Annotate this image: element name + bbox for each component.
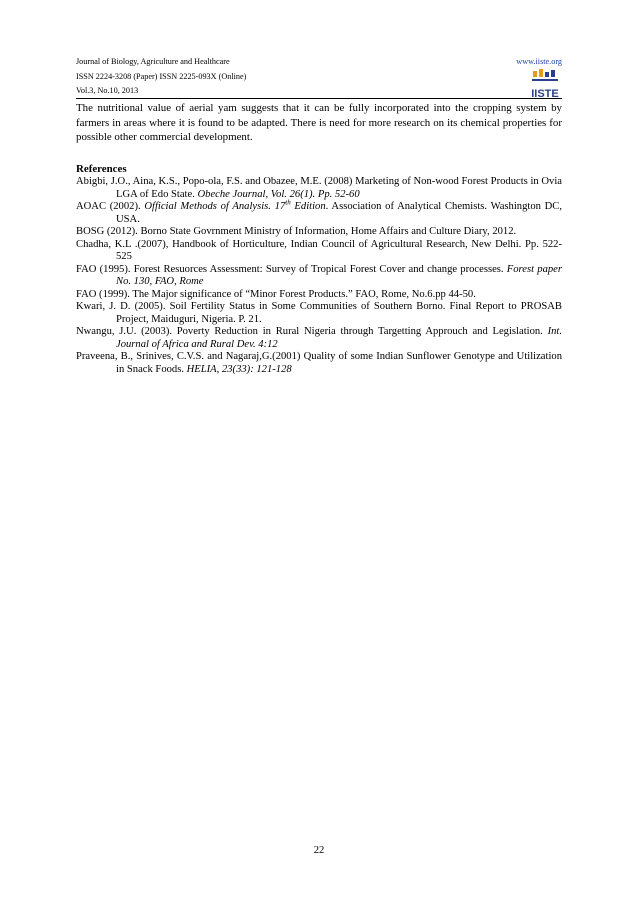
journal-url-link[interactable]: www.iiste.org xyxy=(516,57,562,66)
reference-item: Chadha, K.L .(2007), Handbook of Horticulture, Indian Council of Agricultural Research, New Delhi. Pp. 522-525 xyxy=(76,238,562,262)
reference-item: BOSG (2012). Borno State Govrnment Ministry of Information, Home Affairs and Culture Diary, 2012. xyxy=(76,226,517,237)
reference-item: FAO (1999). The Major significance of “Minor Forest Products.” FAO, Rome, No.6.pp 44-50. xyxy=(76,288,476,300)
reference-item: Praveena, B., Srinives, C.V.S. and Nagaraj,G.(2001) Quality of some Indian Sunflower Genotype and Utilization in Snack Foods. HELIA, 23(33): 121-128 xyxy=(76,351,562,375)
reference-item: FAO (1995). Forest Resuorces Assessment: Survey of Tropical Forest Cover and change processes. Forest paper No. 130, FAO, Rome xyxy=(76,263,562,287)
conclusion-paragraph xyxy=(76,101,562,145)
reference-item: Abigbi, J.O., Aina, K.S., Popo-ola, F.S. and Obazee, M.E. (2008) Marketing of Non-wood Forest Products in Ovia LGA of Edo State. Obeche Journal, Vol. 26(1). Pp. 52-60 xyxy=(76,176,562,200)
page-number: 22 xyxy=(313,845,325,856)
header-divider xyxy=(76,98,562,99)
reference-item: AOAC (2002). Official Methods of Analysis. 17th Edition. Association of Analytical Chemists. Washington DC, USA. xyxy=(76,198,562,225)
reference-item: Nwangu, J.U. (2003). Poverty Reduction in Rural Nigeria through Targetting Approuch and Legislation. Int. Journal of Africa and Rural Dev. 4:12 xyxy=(76,326,562,350)
svg-text:IISTE: IISTE xyxy=(531,88,559,100)
journal-name: Journal of Biology, Agriculture and Healthcare xyxy=(76,57,230,66)
references-list xyxy=(76,176,562,376)
journal-issn: ISSN 2224-3208 (Paper) ISSN 2225-093X (Online) xyxy=(76,71,247,81)
paragraph-text: The nutritional value of aerial yam suggests that it can be fully incorporated into the cropping system by farmers in areas where it is found to be adapted. There is need for more research on its chemical properties for possible other commercial development. xyxy=(76,102,562,144)
journal-header xyxy=(76,55,562,99)
reference-item: Kwari, J. D. (2005). Soil Fertility Status in Some Communities of Southern Borno. Final Report to PROSAB Project, Maiduguri, Nigeria. P. 21. xyxy=(76,301,562,325)
journal-volume: Vol.3, No.10, 2013 xyxy=(76,86,139,95)
iiste-logo xyxy=(530,69,560,101)
references-heading: References xyxy=(76,163,127,175)
